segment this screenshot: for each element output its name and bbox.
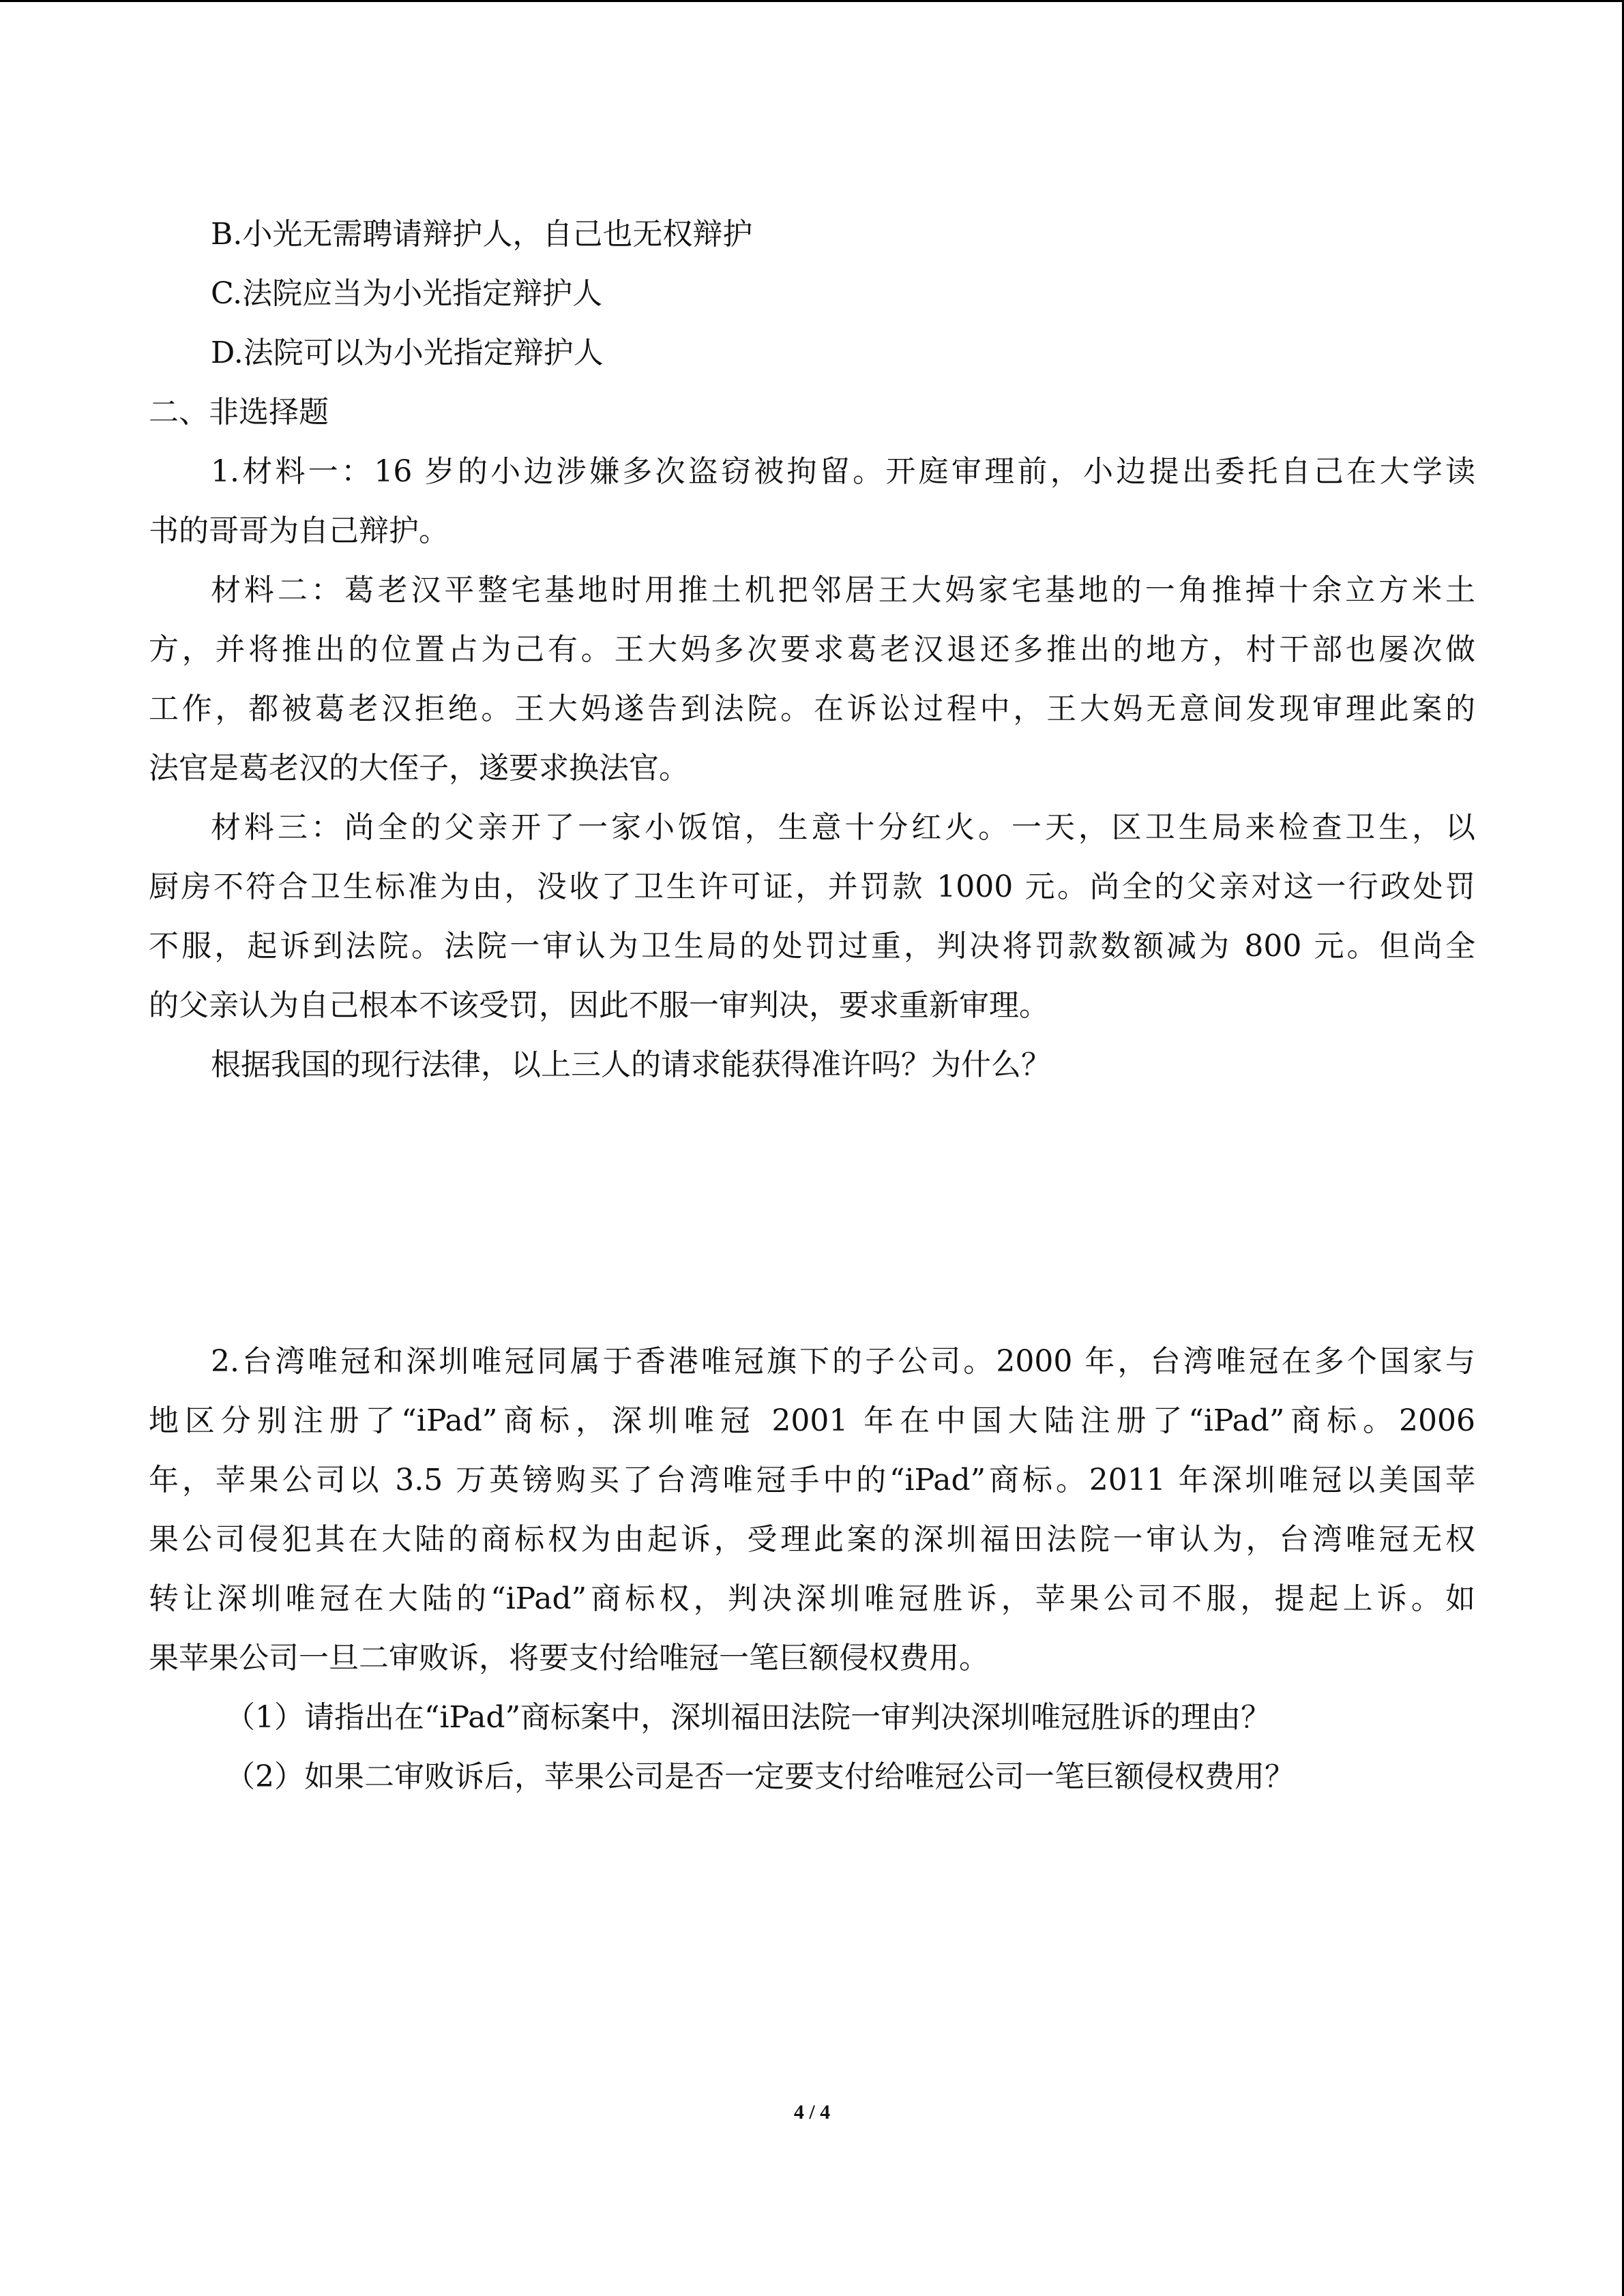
option-d: D.法院可以为小光指定辩护人 [211, 336, 604, 370]
q2-line: 果公司侵犯其在大陆的商标权为由起诉，受理此案的深圳福田法院一审认为，台湾唯冠无权 [149, 1522, 1475, 1557]
option-c: C.法院应当为小光指定辩护人 [211, 276, 603, 311]
page-border-top [0, 0, 1624, 2]
q1-material1-line: 书的哥哥为自己辩护。 [149, 513, 449, 548]
q1-question: 根据我国的现行法律，以上三人的请求能获得准许吗？为什么？ [211, 1047, 1051, 1082]
q2-line: 年，苹果公司以 3.5 万英镑购买了台湾唯冠手中的“iPad”商标。2011 年深圳唯冠以美国苹 [149, 1463, 1475, 1497]
section-heading: 二、非选择题 [149, 395, 329, 430]
option-b: B.小光无需聘请辩护人，自己也无权辩护 [211, 217, 753, 252]
q2-sub-question-1: （1）请指出在“iPad”商标案中，深圳福田法院一审判决深圳唯冠胜诉的理由？ [225, 1700, 1271, 1735]
q1-material3-line: 材料三：尚全的父亲开了一家小饭馆，生意十分红火。一天，区卫生局来检查卫生，以 [211, 810, 1475, 845]
document-body [149, 205, 1475, 1806]
q1-material2-line: 材料二：葛老汉平整宅基地时用推土机把邻居王大妈家宅基地的一角推掉十余立方米土 [211, 573, 1475, 608]
question-2 [149, 1332, 1475, 1806]
q2-line: 地区分别注册了“iPad”商标，深圳唯冠 2001 年在中国大陆注册了“iPad”商标。2006 [149, 1403, 1475, 1438]
q2-line: 转让深圳唯冠在大陆的“iPad”商标权，判决深圳唯冠胜诉，苹果公司不服，提起上诉。如 [149, 1581, 1475, 1616]
option-list [149, 205, 1475, 383]
q1-material3-line: 厨房不符合卫生标准为由，没收了卫生许可证，并罚款 1000 元。尚全的父亲对这一行政处罚 [149, 869, 1475, 904]
q2-line: 2.台湾唯冠和深圳唯冠同属于香港唯冠旗下的子公司。2000 年，台湾唯冠在多个国家与 [211, 1344, 1475, 1379]
q1-material1-line: 1.材料一：16 岁的小边涉嫌多次盗窃被拘留。开庭审理前，小边提出委托自己在大学读 [211, 454, 1475, 489]
q2-line: 果苹果公司一旦二审败诉，将要支付给唯冠一笔巨额侵权费用。 [149, 1641, 989, 1675]
page-number: 4 / 4 [793, 2101, 831, 2123]
q1-material2-line: 法官是葛老汉的大侄子，遂要求换法官。 [149, 751, 689, 786]
q2-sub-question-2: （2）如果二审败诉后，苹果公司是否一定要支付给唯冠公司一笔巨额侵权费用？ [225, 1759, 1295, 1794]
q1-material3-line: 不服，起诉到法院。法院一审认为卫生局的处罚过重，判决将罚款数额减为 800 元。但尚全 [149, 929, 1475, 964]
q1-material3-line: 的父亲认为自己根本不该受罚，因此不服一审判决，要求重新审理。 [149, 988, 1049, 1023]
q1-material2-line: 工作，都被葛老汉拒绝。王大妈遂告到法院。在诉讼过程中，王大妈无意间发现审理此案的 [149, 691, 1475, 726]
q1-material2-line: 方，并将推出的位置占为己有。王大妈多次要求葛老汉退还多推出的地方，村干部也屡次做 [149, 632, 1475, 667]
answer-space [149, 1094, 1475, 1332]
question-1 [149, 442, 1475, 1094]
